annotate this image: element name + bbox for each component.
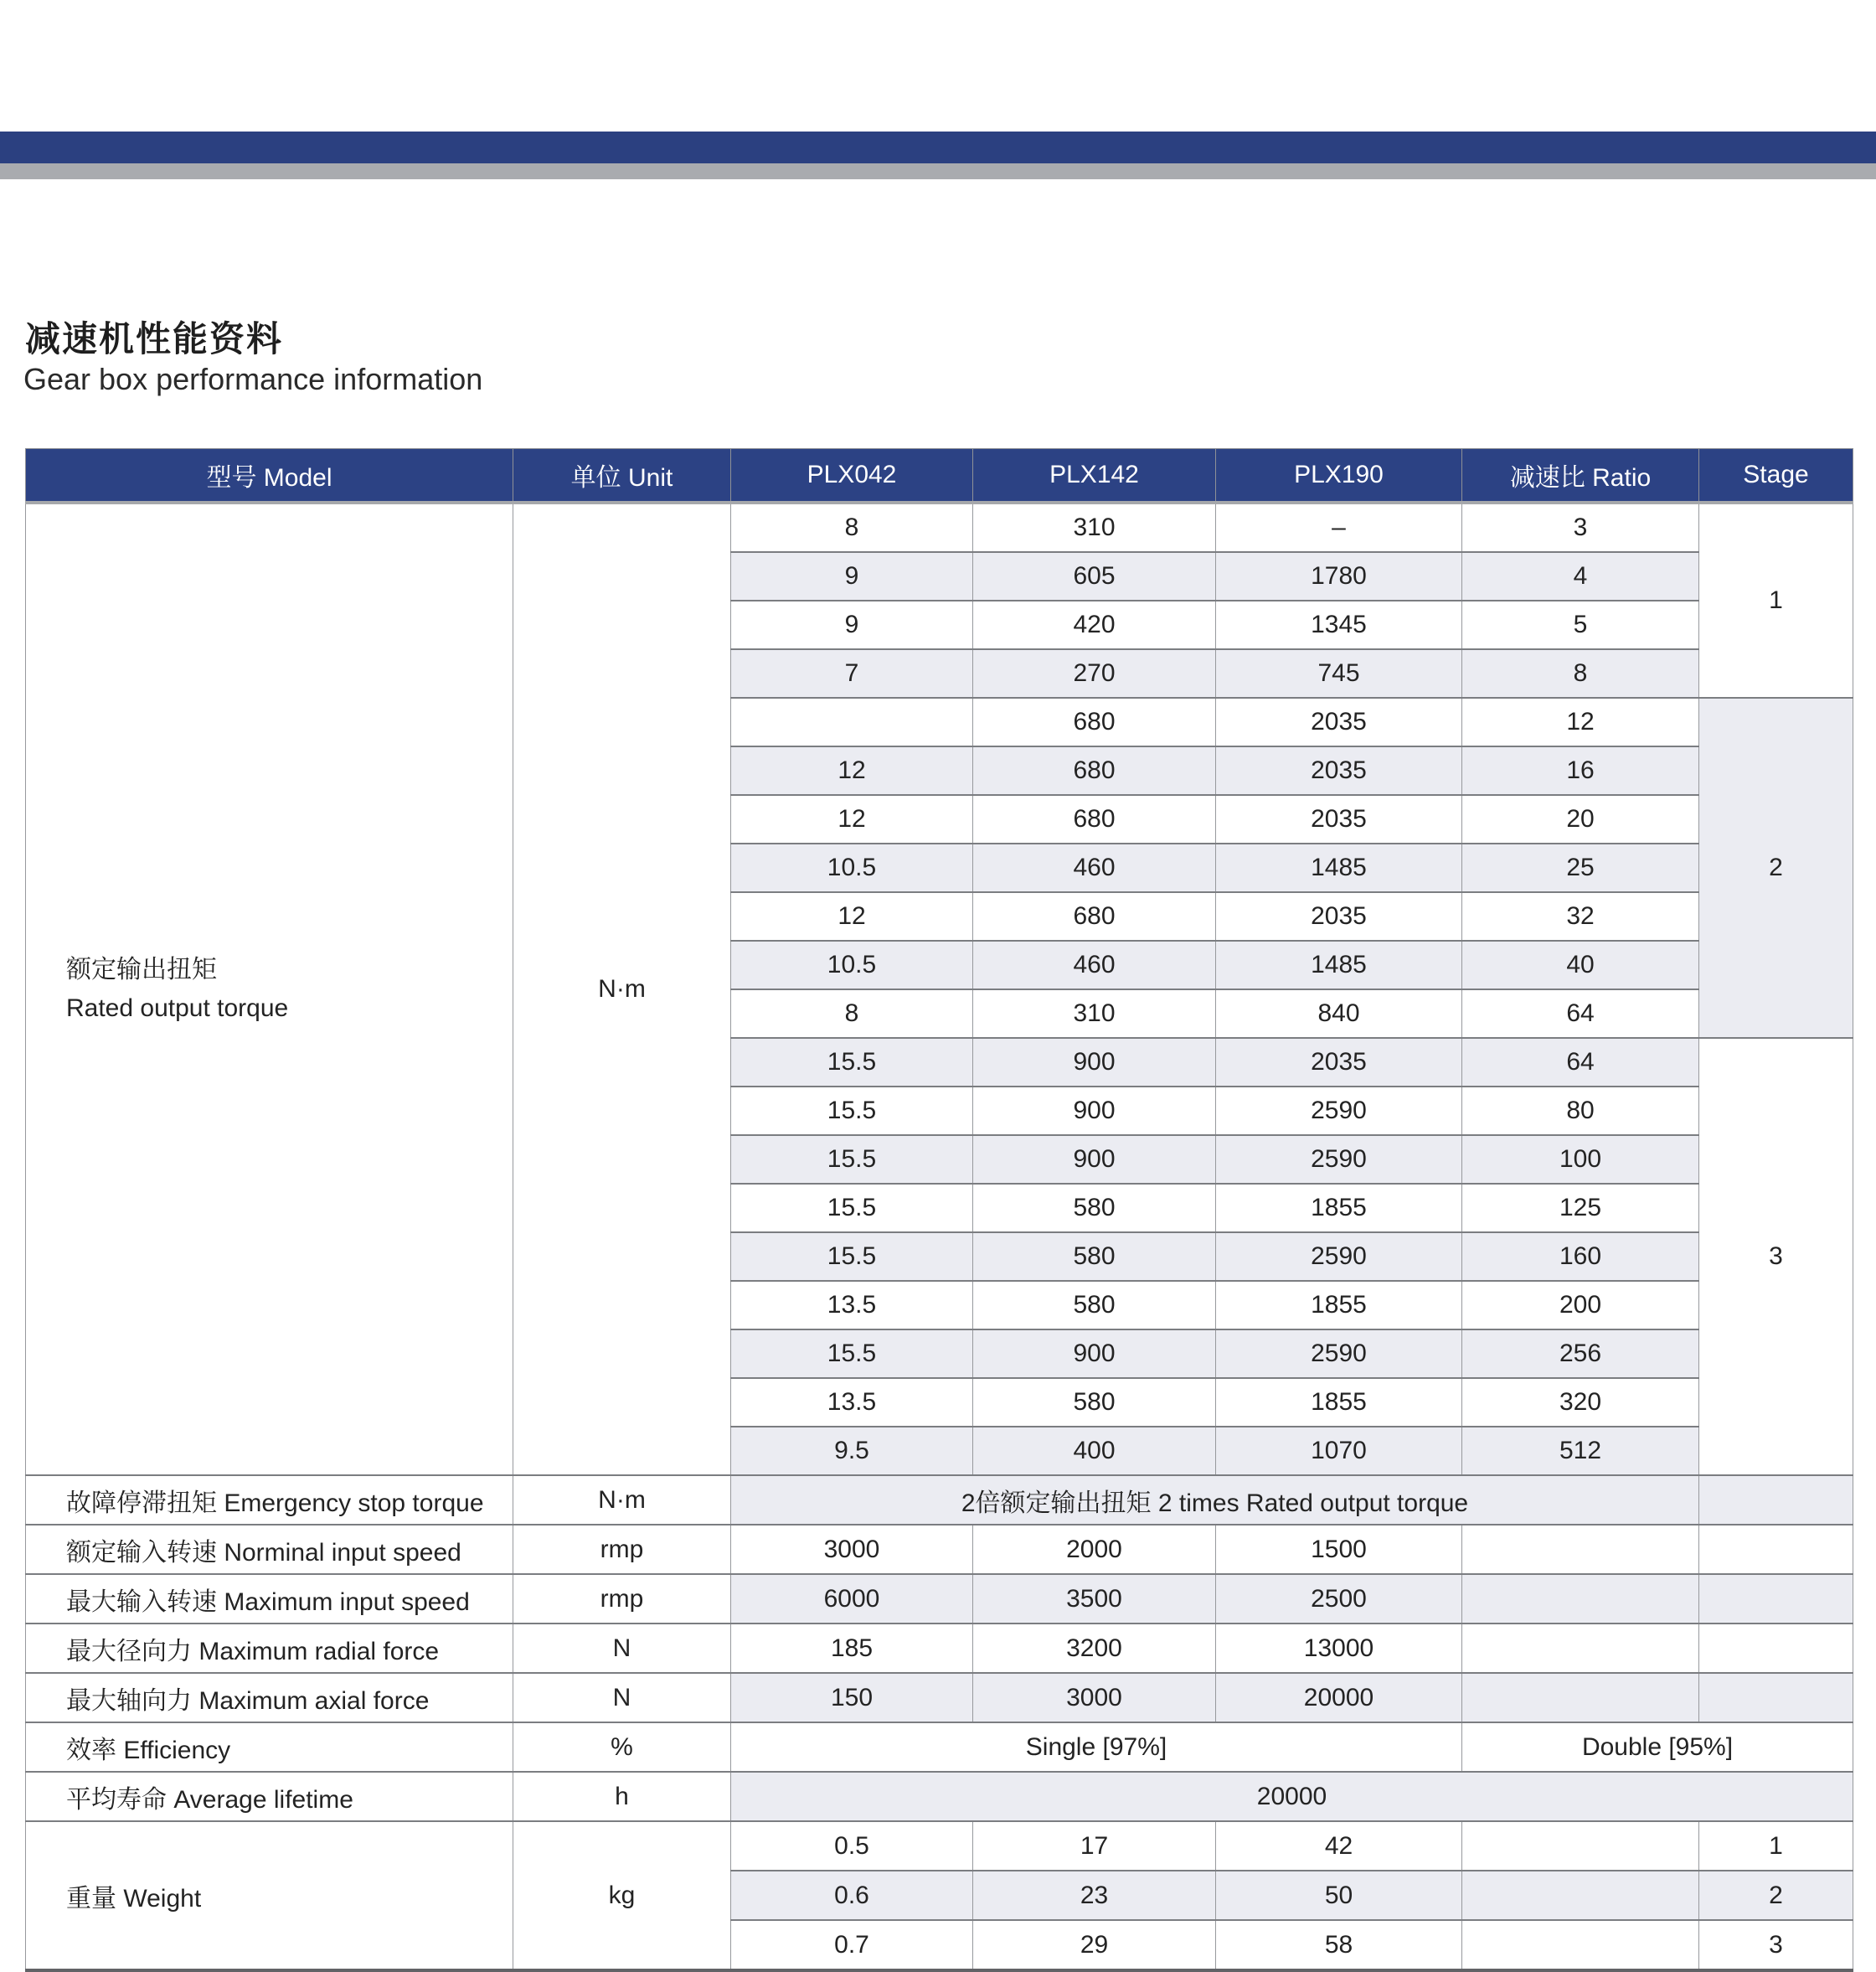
spec-unit: rmp — [513, 1574, 731, 1624]
torque-cell: 2590 — [1216, 1087, 1462, 1135]
torque-cell: 8 — [1462, 649, 1699, 698]
stage-cell-2: 2 — [1699, 698, 1853, 1038]
torque-cell: 256 — [1462, 1329, 1699, 1378]
torque-cell: 900 — [973, 1329, 1216, 1378]
torque-label — [26, 503, 513, 1475]
torque-cell: 8 — [731, 989, 973, 1038]
empty-stage-cell — [1699, 1574, 1853, 1624]
torque-cell: 20 — [1462, 795, 1699, 844]
torque-cell: 745 — [1216, 649, 1462, 698]
torque-cell: 12 — [731, 892, 973, 941]
torque-cell: 605 — [973, 552, 1216, 601]
torque-cell: 160 — [1462, 1232, 1699, 1281]
torque-cell: 310 — [973, 989, 1216, 1038]
weight-cell: 29 — [973, 1920, 1216, 1970]
empty-ratio-cell — [1462, 1821, 1699, 1871]
col-header-model: 型号 Model — [26, 449, 513, 503]
top-accent-bar — [0, 132, 1876, 163]
torque-cell: 8 — [731, 503, 973, 552]
weight-cell: 42 — [1216, 1821, 1462, 1871]
torque-cell: 13.5 — [731, 1378, 973, 1427]
merged-value-cell: 2倍额定输出扭矩 2 times Rated output torque — [731, 1475, 1699, 1525]
spec-cell: 6000 — [731, 1574, 973, 1624]
axial-force-row — [26, 1673, 1853, 1722]
torque-cell: 64 — [1462, 989, 1699, 1038]
torque-cell: 1345 — [1216, 601, 1462, 649]
torque-cell: 15.5 — [731, 1135, 973, 1184]
torque-cell: 12 — [731, 746, 973, 795]
weight-stage-cell: 1 — [1699, 1821, 1853, 1871]
empty-stage-cell — [1699, 1624, 1853, 1673]
torque-cell: 1485 — [1216, 941, 1462, 989]
torque-cell: 900 — [973, 1038, 1216, 1087]
torque-cell: 9.5 — [731, 1427, 973, 1475]
torque-cell: 15.5 — [731, 1184, 973, 1232]
empty-stage-cell — [1699, 1673, 1853, 1722]
torque-cell: 680 — [973, 892, 1216, 941]
torque-cell: 15.5 — [731, 1038, 973, 1087]
torque-cell: 9 — [731, 601, 973, 649]
spec-cell: 2000 — [973, 1525, 1216, 1574]
efficiency-row — [26, 1722, 1853, 1772]
torque-cell: 13.5 — [731, 1281, 973, 1329]
torque-cell: 15.5 — [731, 1232, 973, 1281]
torque-cell: 2035 — [1216, 746, 1462, 795]
torque-cell: 2035 — [1216, 1038, 1462, 1087]
torque-cell: 270 — [973, 649, 1216, 698]
torque-cell: 1780 — [1216, 552, 1462, 601]
torque-cell: 680 — [973, 746, 1216, 795]
stage-cell-3: 3 — [1699, 1038, 1853, 1475]
torque-cell: 25 — [1462, 844, 1699, 892]
header-row — [26, 449, 1853, 503]
spec-cell: 20000 — [1216, 1673, 1462, 1722]
torque-cell: 580 — [973, 1184, 1216, 1232]
empty-stage-cell — [1699, 1525, 1853, 1574]
torque-cell: 580 — [973, 1281, 1216, 1329]
torque-cell: 2035 — [1216, 795, 1462, 844]
spec-cell: 13000 — [1216, 1624, 1462, 1673]
spec-label: 最大输入转速 Maximum input speed — [26, 1574, 513, 1624]
torque-cell: 9 — [731, 552, 973, 601]
torque-cell: 580 — [973, 1378, 1216, 1427]
spec-cell: 150 — [731, 1673, 973, 1722]
weight-stage-cell: 3 — [1699, 1920, 1853, 1970]
torque-cell: 1855 — [1216, 1281, 1462, 1329]
spec-unit: h — [513, 1772, 731, 1821]
spec-cell: 2500 — [1216, 1574, 1462, 1624]
torque-cell: 2035 — [1216, 698, 1462, 746]
spec-unit: rmp — [513, 1525, 731, 1574]
weight-cell: 0.5 — [731, 1821, 973, 1871]
spec-label: 平均寿命 Average lifetime — [26, 1772, 513, 1821]
torque-cell: 80 — [1462, 1087, 1699, 1135]
torque-cell: 40 — [1462, 941, 1699, 989]
torque-cell: 200 — [1462, 1281, 1699, 1329]
torque-cell: 2035 — [1216, 892, 1462, 941]
torque-cell: 15.5 — [731, 1087, 973, 1135]
weight-cell: 0.6 — [731, 1871, 973, 1920]
emergency-torque-row — [26, 1475, 1853, 1525]
torque-cell: 580 — [973, 1232, 1216, 1281]
torque-cell: 2590 — [1216, 1329, 1462, 1378]
spec-label: 最大径向力 Maximum radial force — [26, 1624, 513, 1673]
torque-cell: 680 — [973, 698, 1216, 746]
empty-ratio-cell — [1462, 1574, 1699, 1624]
spec-unit: N·m — [513, 1475, 731, 1525]
col-header-ratio: 减速比 Ratio — [1462, 449, 1699, 503]
spec-cell: 3500 — [973, 1574, 1216, 1624]
page-title-en: Gear box performance information — [23, 362, 483, 396]
torque-unit: N·m — [513, 503, 731, 1475]
torque-cell: 310 — [973, 503, 1216, 552]
torque-cell: 7 — [731, 649, 973, 698]
empty-ratio-cell — [1462, 1525, 1699, 1574]
torque-cell: 10.5 — [731, 844, 973, 892]
col-header-plx190: PLX190 — [1216, 449, 1462, 503]
page-title-zh: 减速机性能资料 — [25, 319, 284, 359]
torque-cell: 460 — [973, 844, 1216, 892]
col-header-stage: Stage — [1699, 449, 1853, 503]
spec-unit: N — [513, 1673, 731, 1722]
torque-cell: 900 — [973, 1135, 1216, 1184]
merged-value-cell: 20000 — [731, 1772, 1853, 1821]
weight-label: 重量 Weight — [26, 1821, 513, 1970]
spec-cell: 3000 — [731, 1525, 973, 1574]
weight-cell: 50 — [1216, 1871, 1462, 1920]
weight-cell: 17 — [973, 1821, 1216, 1871]
weight-cell: 58 — [1216, 1920, 1462, 1970]
torque-label-en: Rated output torque — [66, 994, 289, 1022]
spec-label: 额定输入转速 Norminal input speed — [26, 1525, 513, 1574]
torque-cell: 320 — [1462, 1378, 1699, 1427]
torque-cell: 12 — [731, 795, 973, 844]
torque-cell: 2590 — [1216, 1232, 1462, 1281]
torque-cell: 900 — [973, 1087, 1216, 1135]
torque-cell: 125 — [1462, 1184, 1699, 1232]
torque-cell: 1855 — [1216, 1184, 1462, 1232]
efficiency-single-cell: Single [97%] — [731, 1722, 1462, 1772]
torque-cell: 15.5 — [731, 1329, 973, 1378]
torque-cell: 64 — [1462, 1038, 1699, 1087]
torque-cell: 5 — [1462, 601, 1699, 649]
col-header-plx042: PLX042 — [731, 449, 973, 503]
col-header-unit: 单位 Unit — [513, 449, 731, 503]
torque-cell: 512 — [1462, 1427, 1699, 1475]
lifetime-row — [26, 1772, 1853, 1821]
torque-cell: 32 — [1462, 892, 1699, 941]
max-speed-row — [26, 1574, 1853, 1624]
torque-cell: 4 — [1462, 552, 1699, 601]
weight-row — [26, 1821, 1853, 1871]
spec-label: 故障停滞扭矩 Emergency stop torque — [26, 1475, 513, 1525]
torque-cell: 1485 — [1216, 844, 1462, 892]
torque-row — [26, 503, 1853, 552]
torque-cell — [731, 698, 973, 746]
torque-cell: 680 — [973, 795, 1216, 844]
empty-ratio-cell — [1462, 1920, 1699, 1970]
torque-cell: 100 — [1462, 1135, 1699, 1184]
top-gray-bar — [0, 163, 1876, 179]
efficiency-double-cell: Double [95%] — [1462, 1722, 1853, 1772]
weight-cell: 23 — [973, 1871, 1216, 1920]
torque-cell: 2590 — [1216, 1135, 1462, 1184]
weight-cell: 0.7 — [731, 1920, 973, 1970]
performance-table — [25, 448, 1853, 1972]
torque-cell: 840 — [1216, 989, 1462, 1038]
torque-label-zh: 额定输出扭矩 — [66, 955, 217, 983]
spec-cell: 1500 — [1216, 1525, 1462, 1574]
torque-cell: 16 — [1462, 746, 1699, 795]
torque-cell: 12 — [1462, 698, 1699, 746]
spec-unit: N — [513, 1624, 731, 1673]
spec-unit: % — [513, 1722, 731, 1772]
empty-stage-cell — [1699, 1475, 1853, 1525]
stage-cell-1: 1 — [1699, 503, 1853, 698]
radial-force-row — [26, 1624, 1853, 1673]
torque-cell: 1070 — [1216, 1427, 1462, 1475]
weight-unit: kg — [513, 1821, 731, 1970]
spec-label: 效率 Efficiency — [26, 1722, 513, 1772]
weight-stage-cell: 2 — [1699, 1871, 1853, 1920]
nominal-speed-row — [26, 1525, 1853, 1574]
empty-ratio-cell — [1462, 1871, 1699, 1920]
spec-cell: 3200 — [973, 1624, 1216, 1673]
empty-ratio-cell — [1462, 1673, 1699, 1722]
torque-cell: 10.5 — [731, 941, 973, 989]
empty-ratio-cell — [1462, 1624, 1699, 1673]
spec-label: 最大轴向力 Maximum axial force — [26, 1673, 513, 1722]
torque-cell: 1855 — [1216, 1378, 1462, 1427]
torque-cell: 420 — [973, 601, 1216, 649]
torque-cell: 460 — [973, 941, 1216, 989]
spec-cell: 3000 — [973, 1673, 1216, 1722]
torque-cell: – — [1216, 503, 1462, 552]
spec-cell: 185 — [731, 1624, 973, 1673]
torque-cell: 400 — [973, 1427, 1216, 1475]
col-header-plx142: PLX142 — [973, 449, 1216, 503]
torque-cell: 3 — [1462, 503, 1699, 552]
